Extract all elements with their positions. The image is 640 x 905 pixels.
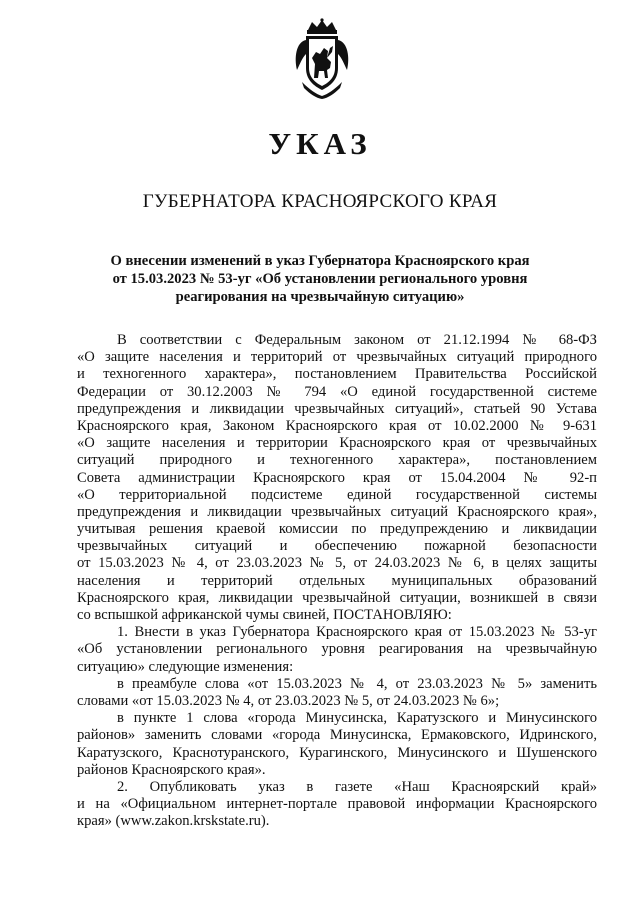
- heading-line: от 15.03.2023 № 53-уг «Об установлении регионального уровня: [112, 271, 528, 287]
- body-line: Каратузского, Краснотуранского, Курагинского, Минусинского и Шушенского: [77, 744, 597, 761]
- body-line: «О территориальной подсистеме единой государственной системы: [77, 486, 597, 503]
- decree-heading: [70, 252, 570, 306]
- body-line: в пункте 1 слова «города Минусинска, Каратузского и Минусинского: [117, 710, 597, 727]
- body-line: от 15.03.2023 № 4, от 23.03.2023 № 5, от 24.03.2023 № 6, в целях защиты: [77, 555, 597, 572]
- body-line: «Об установлении регионального уровня реагирования на чрезвычайную: [77, 641, 597, 658]
- body-line: чрезвычайных ситуаций и обеспечению пожарной безопасности: [77, 538, 597, 555]
- body-line: ситуацию» следующие изменения:: [77, 658, 294, 675]
- body-line: предупреждения и ликвидации чрезвычайных ситуаций», статьей 90 Устава: [77, 400, 597, 417]
- body-line: со вспышкой африканской чумы свиней, ПОСТАНОВЛЯЮ:: [77, 607, 452, 623]
- krasnoyarsk-coat-of-arms-icon: [294, 18, 350, 100]
- body-line: учитывая решения краевой комиссии по предупреждению и ликвидации: [77, 521, 597, 538]
- body-line: словами «от 15.03.2023 № 4, от 23.03.2023 № 5, от 24.03.2023 № 6»;: [77, 692, 500, 709]
- body-line: Красноярского края, ликвидации чрезвычайной ситуации, возникшей в связи: [77, 589, 597, 606]
- body-line: «О защите населения и территорий от чрезвычайных ситуаций природного: [77, 349, 597, 366]
- body-line: «О защите населения и территории Красноярского края от чрезвычайных: [77, 435, 597, 452]
- heading-line: О внесении изменений в указ Губернатора Красноярского края: [110, 253, 530, 269]
- body-line: населения и территорий отдельных муниципальных образований: [77, 572, 597, 589]
- document-subtitle: ГУБЕРНАТОРА КРАСНОЯРСКОГО КРАЯ: [142, 191, 498, 212]
- body-line: ситуаций природного и техногенного характера», постановлением: [77, 452, 597, 469]
- body-line: предупреждения и ликвидации чрезвычайных ситуаций Красноярского края»,: [77, 503, 597, 520]
- body-line: 2. Опубликовать указ в газете «Наш Красноярский край»: [117, 778, 597, 795]
- body-line: и техногенного характера», постановлением Правительства Российской: [77, 366, 597, 383]
- document-title: УКАЗ: [268, 126, 372, 161]
- body-line: края» (www.zakon.krskstate.ru).: [77, 813, 270, 830]
- body-line: В соответствии с Федеральным законом от 21.12.1994 № 68-ФЗ: [117, 332, 597, 348]
- decree-body: [77, 332, 597, 830]
- body-line: Совета администрации Красноярского края от 15.04.2004 № 92-п: [77, 469, 597, 486]
- body-line: Красноярского края, Законом Красноярского края от 10.02.2000 № 9-631: [77, 417, 597, 434]
- heading-line: реагирования на чрезвычайную ситуацию»: [175, 289, 465, 305]
- body-line: районов Красноярского края».: [77, 761, 266, 778]
- body-line: районов» заменить словами «города Минусинска, Ермаковского, Идринского,: [77, 727, 597, 744]
- body-line: и на «Официальном интернет-портале правовой информации Красноярского: [77, 796, 597, 813]
- body-line: Федерации от 30.12.2003 № 794 «О единой государственной системе: [77, 383, 597, 400]
- body-line: в преамбуле слова «от 15.03.2023 № 4, от 23.03.2023 № 5» заменить: [117, 675, 597, 692]
- body-line: 1. Внести в указ Губернатора Красноярского края от 15.03.2023 № 53-уг: [117, 624, 597, 641]
